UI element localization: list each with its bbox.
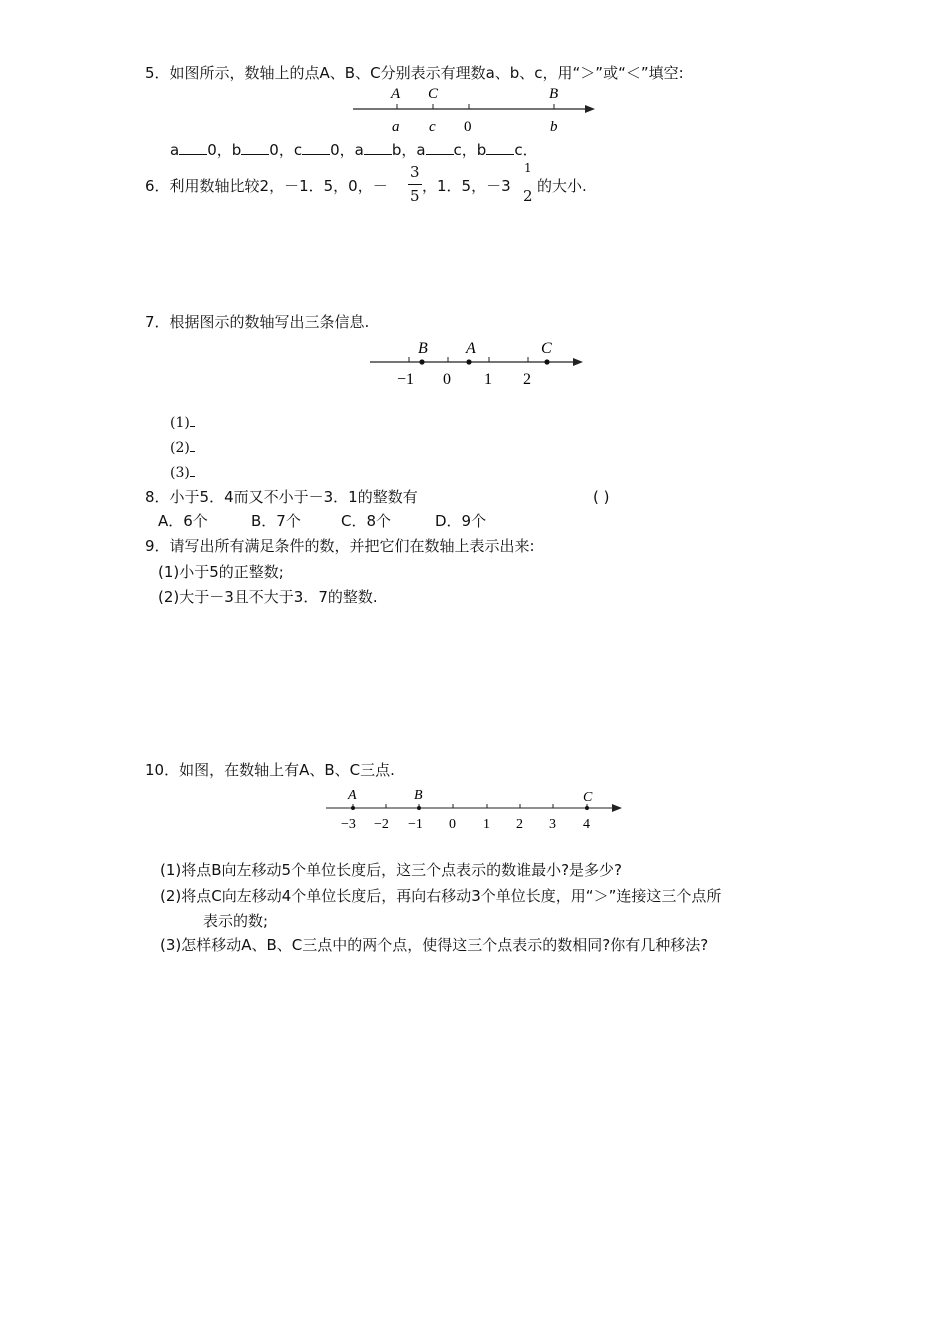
q10-label-2: 2 xyxy=(516,817,523,832)
q7-label-0: 0 xyxy=(443,371,451,388)
answer-blank[interactable] xyxy=(179,140,207,155)
q10-label-1: 1 xyxy=(483,817,490,832)
q5-label-B: B xyxy=(549,86,559,102)
q8-option-c[interactable]: C．8个 xyxy=(341,512,392,530)
q7-item-1: (1) xyxy=(170,413,195,433)
q8-option-a[interactable]: A．6个 xyxy=(158,512,208,530)
q5-axis-arrow xyxy=(585,105,595,113)
q7-axis-arrow xyxy=(573,358,583,366)
q7-label-A: A xyxy=(466,340,476,357)
q5-label-A: A xyxy=(391,86,401,102)
q10-label-3: 3 xyxy=(549,817,556,832)
q8-answer-paren[interactable]: ( ) xyxy=(593,488,610,506)
q6-frac2-den: 2 xyxy=(523,187,533,205)
q5-label-a: a xyxy=(392,119,400,135)
q6-prefix: 6．利用数轴比较2，－1．5，0，－ xyxy=(145,177,388,195)
q10-point-C xyxy=(585,806,589,810)
q5-fill-2: 0，c xyxy=(269,141,303,159)
q6-frac1-bar xyxy=(408,184,422,185)
q10-label-4: 4 xyxy=(583,817,590,832)
q7-label-1: 1 xyxy=(484,371,492,388)
q10-label-C: C xyxy=(583,790,593,805)
q7-point-C xyxy=(544,359,549,364)
q10-sub3: (3)怎样移动A、B、C三点中的两个点，使得这三个点表示的数相同?你有几种移法? xyxy=(160,936,709,954)
q8-stem: 8．小于5．4而又不小于－3．1的整数有 xyxy=(145,488,418,506)
answer-blank[interactable] xyxy=(426,140,454,155)
q5-number-line xyxy=(345,82,605,138)
q7-point-A xyxy=(466,359,471,364)
q6-suffix: 的大小. xyxy=(537,177,587,195)
q10-axis-arrow xyxy=(612,804,622,812)
q7-stem: 7．根据图示的数轴写出三条信息. xyxy=(145,313,370,331)
q10-point-B xyxy=(417,806,421,810)
q10-label-neg2: −2 xyxy=(374,817,389,832)
answer-blank[interactable] xyxy=(302,140,330,155)
q7-label-C: C xyxy=(541,340,552,357)
q5-fill-6: c． xyxy=(514,141,538,159)
q7-item-2: (2) xyxy=(170,438,195,458)
q8-option-d[interactable]: D．9个 xyxy=(435,512,487,530)
q7-label-2: 2 xyxy=(523,371,531,388)
q5-fill-5: c，b xyxy=(453,141,487,159)
q8-option-b[interactable]: B．7个 xyxy=(251,512,301,530)
q10-label-B: B xyxy=(414,788,423,803)
q9-sub2: (2)大于－3且不大于3．7的整数. xyxy=(158,588,378,606)
answer-blank[interactable] xyxy=(486,140,514,155)
q5-fill-1: 0，b xyxy=(207,141,242,159)
q10-number-line xyxy=(322,784,632,834)
q6-frac2-num: 1 xyxy=(524,161,532,175)
q5-label-0: 0 xyxy=(464,119,472,135)
q10-sub2a: (2)将点C向左移动4个单位长度后，再向右移动3个单位长度，用“＞”连接这三个点所 xyxy=(160,887,722,905)
q10-stem: 10．如图，在数轴上有A、B、C三点. xyxy=(145,761,395,779)
q7-item-3: (3) xyxy=(170,463,195,483)
q6-middle: ，1．5，－3 xyxy=(422,177,511,195)
answer-blank[interactable] xyxy=(241,140,269,155)
q10-label-neg3: −3 xyxy=(341,817,356,832)
q10-point-A xyxy=(351,806,355,810)
q5-label-b: b xyxy=(550,119,558,135)
q9-sub1: (1)小于5的正整数; xyxy=(158,563,284,581)
q9-stem: 9．请写出所有满足条件的数，并把它们在数轴上表示出来: xyxy=(145,537,535,555)
q10-label-A: A xyxy=(348,788,357,803)
q5-stem: 5．如图所示，数轴上的点A、B、C分别表示有理数a、b、c，用“＞”或“＜”填空: xyxy=(145,64,684,82)
q10-label-0: 0 xyxy=(449,817,456,832)
q10-sub2b: 表示的数; xyxy=(203,912,269,930)
answer-blank[interactable] xyxy=(364,140,392,155)
q6-frac1-num: 3 xyxy=(410,163,420,181)
q5-label-c: c xyxy=(429,119,436,135)
q7-number-line xyxy=(365,336,590,392)
q5-fill-line xyxy=(170,140,538,160)
q10-sub1: (1)将点B向左移动5个单位长度后，这三个点表示的数谁最小?是多少? xyxy=(160,861,623,879)
q10-label-neg1: −1 xyxy=(408,817,423,832)
q5-label-C: C xyxy=(428,86,439,102)
q7-label-B: B xyxy=(418,340,428,357)
q5-fill-3: 0，a xyxy=(330,141,364,159)
q7-point-B xyxy=(419,359,424,364)
q6-frac1-den: 5 xyxy=(410,187,420,205)
q5-fill-4: b，a xyxy=(391,141,426,159)
q7-label-neg1: −1 xyxy=(397,371,415,388)
q5-fill-0: a xyxy=(170,141,180,159)
